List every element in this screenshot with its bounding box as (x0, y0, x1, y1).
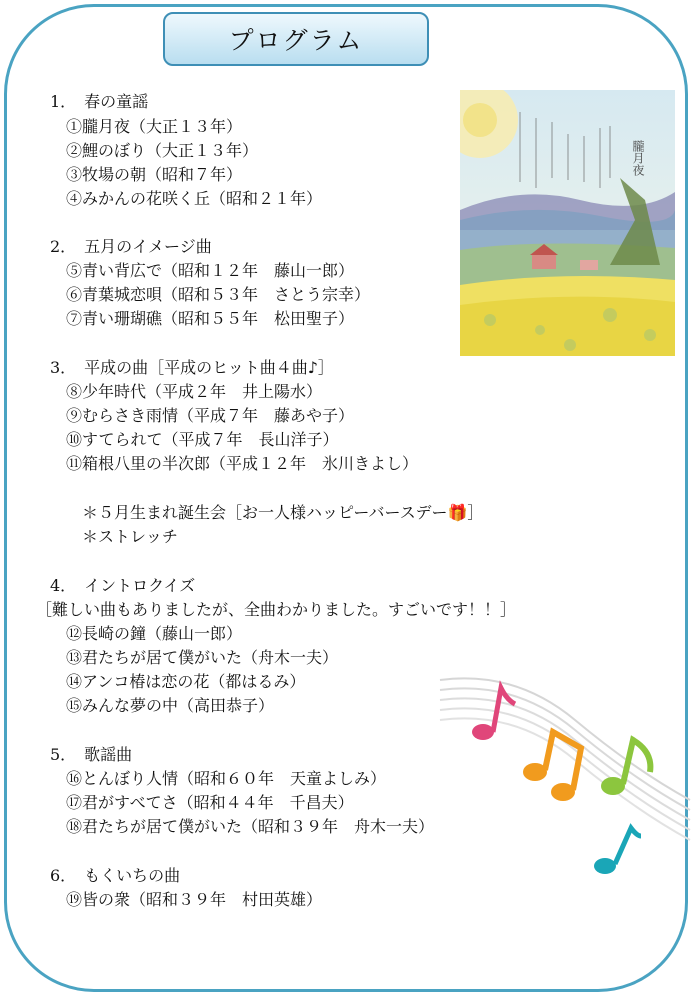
section-heading: 5． 歌謡曲 (50, 745, 133, 764)
list-item: ⑯とんぼり人情（昭和６０年 天童よしみ） (50, 769, 387, 788)
note-line: ＊ストレッチ (50, 527, 178, 546)
list-item: ⑲皆の衆（昭和３９年 村田英雄） (50, 890, 323, 909)
orange-note-icon (523, 732, 581, 801)
list-item: ⑰君がすべてさ（昭和４４年 千昌夫） (50, 793, 354, 812)
list-item: ①朧月夜（大正１３年） (50, 117, 243, 136)
list-item: ⑫長崎の鐘（藤山一郎） (50, 624, 243, 643)
section-heading: 1． 春の童謡 (50, 92, 149, 111)
list-item: ⑱君たちが居て僕がいた（昭和３９年 舟木一夫） (50, 817, 435, 836)
section-heading: 4． イントロクイズ (50, 576, 196, 595)
list-item: ⑮みんな夢の中（高田恭子） (50, 696, 275, 715)
list-item: ⑧少年時代（平成２年 井上陽水） (50, 382, 323, 401)
list-item: ⑭アンコ椿は恋の花（都はるみ） (50, 672, 306, 691)
list-item: ②鯉のぼり（大正１３年） (50, 141, 259, 160)
list-item: ⑪箱根八里の半次郎（平成１２年 氷川きよし） (50, 454, 419, 473)
section-heading: 2． 五月のイメージ曲 (50, 237, 212, 256)
list-item: ④みかんの花咲く丘（昭和２１年） (50, 189, 323, 208)
note-line: ＊５月生まれ誕生会［お一人様ハッピーバースデー🎁］ (50, 503, 484, 522)
list-item: ③牧場の朝（昭和７年） (50, 165, 243, 184)
list-item: ⑥青葉城恋唄（昭和５３年 さとう宗幸） (50, 285, 371, 304)
list-item: ⑨むらさき雨情（平成７年 藤あや子） (50, 406, 355, 425)
list-item: ⑤青い背広で（昭和１２年 藤山一郎） (50, 261, 355, 280)
painting-caption: 朧月夜 (631, 140, 645, 176)
section-heading: 3． 平成の曲［平成のヒット曲４曲♪］ (50, 358, 334, 377)
music-notes-decoration (435, 660, 695, 890)
page-title (163, 12, 429, 66)
watercolor-illustration (460, 90, 675, 356)
teal-note-icon (594, 828, 641, 874)
list-item: ⑬君たちが居て僕がいた（舟木一夫） (50, 648, 339, 667)
section-heading: 6． もくいちの曲 (50, 866, 181, 885)
list-item: ⑩すてられて（平成７年 長山洋子） (50, 430, 339, 449)
comment-line: ［難しい曲もありましたが、全曲わかりました。すごいです！！］ (36, 600, 517, 619)
page-title-text: プログラム (228, 26, 364, 55)
list-item: ⑦青い珊瑚礁（昭和５５年 松田聖子） (50, 309, 355, 328)
